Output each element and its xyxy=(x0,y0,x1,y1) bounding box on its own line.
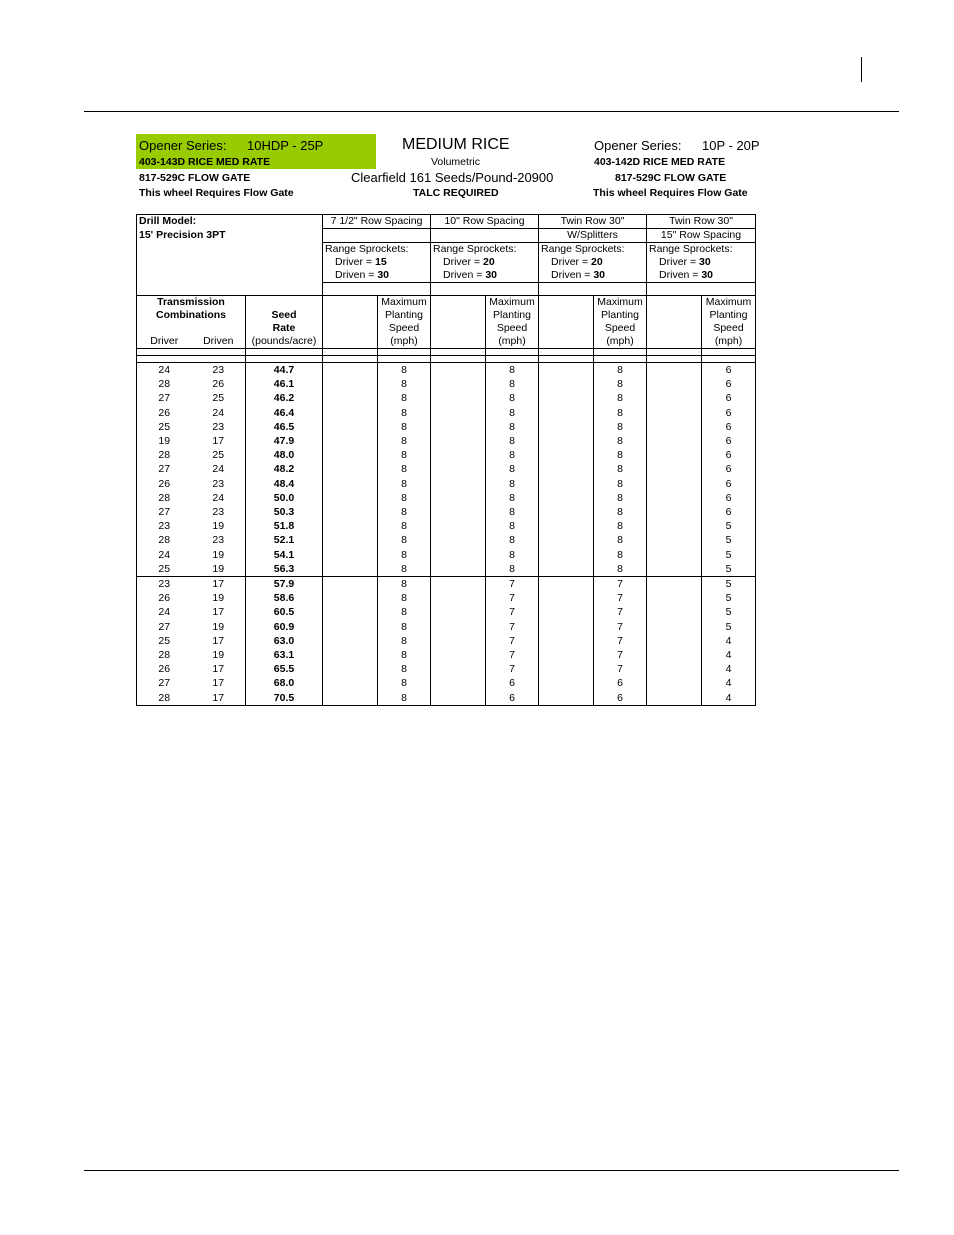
cell-driven: 17 xyxy=(192,691,246,706)
chart-title: MEDIUM RICE xyxy=(402,136,510,153)
cell-driver: 23 xyxy=(137,519,192,533)
cell-rate: 48.2 xyxy=(246,462,323,476)
cell-s1: 8 xyxy=(378,548,431,562)
cell-driven: 17 xyxy=(212,578,225,591)
cell-rate: 65.5 xyxy=(246,662,323,676)
left-opener-value: 10HDP - 25P xyxy=(247,138,324,153)
left-note: This wheel Requires Flow Gate xyxy=(139,187,294,199)
cell-rate: 52.1 xyxy=(246,533,323,547)
cell-s3: 8 xyxy=(594,420,647,434)
cell-s3: 6 xyxy=(594,676,647,690)
cell-s1: 8 xyxy=(378,477,431,491)
cell-driven: 25 xyxy=(212,449,225,462)
cell-driver: 28 xyxy=(137,448,192,462)
cell-driver: 25 xyxy=(137,634,192,648)
cell-s2: 8 xyxy=(486,448,539,462)
cell-s1: 8 xyxy=(378,420,431,434)
cell-driven: 23 xyxy=(212,506,225,519)
spacing-4-subheader: 15" Row Spacing xyxy=(647,229,756,243)
cell-driven: 24 xyxy=(212,491,225,504)
range-label-3: Range Sprockets: xyxy=(539,243,647,257)
cell-s4: 6 xyxy=(702,406,756,420)
cell-driven: 24 xyxy=(212,463,225,476)
driver-sprocket-2: Driver = 20 xyxy=(431,256,539,269)
cell-s3: 8 xyxy=(594,562,647,577)
cell-rate: 57.9 xyxy=(246,577,323,592)
cell-s3: 8 xyxy=(594,462,647,476)
cell-s2: 7 xyxy=(486,620,539,634)
cell-s3: 8 xyxy=(594,377,647,391)
cell-driven: 17 xyxy=(212,677,225,690)
cell-s1: 8 xyxy=(378,519,431,533)
cell-driven: 26 xyxy=(212,378,225,391)
spacing-4-header: Twin Row 30" xyxy=(647,215,756,229)
cell-driver: 27 xyxy=(137,505,192,519)
cell-s4: 6 xyxy=(702,363,756,378)
cell-rate: 54.1 xyxy=(246,548,323,562)
max-header-1: Maximum xyxy=(378,296,431,310)
driver-sprocket-3: Driver = 20 xyxy=(539,256,647,269)
seed-header: Seed xyxy=(246,309,323,322)
cell-s1: 8 xyxy=(378,363,431,378)
cell-s3: 7 xyxy=(594,605,647,619)
cell-s2: 8 xyxy=(486,477,539,491)
table-row xyxy=(137,406,756,420)
cell-s1: 8 xyxy=(378,605,431,619)
cell-driven: 17 xyxy=(212,435,225,448)
table-row xyxy=(137,491,756,505)
cell-s1: 8 xyxy=(378,406,431,420)
max-header-3: Maximum xyxy=(594,296,647,310)
cell-s2: 8 xyxy=(486,420,539,434)
table-row xyxy=(137,448,756,462)
table-row xyxy=(137,434,756,448)
cell-driver: 28 xyxy=(137,533,192,547)
cell-driver: 27 xyxy=(137,462,192,476)
cell-driven: 23 xyxy=(212,534,225,547)
cell-s4: 6 xyxy=(702,391,756,405)
cell-s1: 8 xyxy=(378,648,431,662)
table-row xyxy=(137,477,756,491)
range-label-1: Range Sprockets: xyxy=(323,243,431,257)
driven-sprocket-3: Driven = 30 xyxy=(539,269,647,283)
cell-s2: 8 xyxy=(486,406,539,420)
seed-rate-table: Drill Model: 7 1/2" Row Spacing 10" Row Spacing Twin Row 30" Twin Row 30" 15' Precision 3PT W/Splitters 15" Row Spacing Range Sprockets: Range Sprockets: Range Sprockets: Range Sprockets: Driver = 15 Driver = 20 Driver = 20 Driver = 30 Driven = 30 Driven = 30 Driven = 30 Driven = 30 Transmission Maximum Maximum Maximum Maximum Combinations Seed Planting Planting Planting Planting Rate Speed Speed Speed Speed Driver Driven (pounds/acre) (mph) (mph) (mph) (mph) 24 23 44.7 8 8 8 6 28 26 46.1 8 8 8 6 27 25 46.2 8 8 8 6 26 24 46.4 8 8 8 6 25 23 46.5 8 8 8 6 19 17 47.9 8 8 8 6 28 25 48.0 8 8 8 6 27 24 48.2 8 8 8 6 26 23 48.4 8 8 8 6 28 24 50.0 8 8 8 6 27 23 50.3 8 8 8 6 23 19 51.8 8 8 8 5 28 23 52.1 8 8 8 5 24 19 54.1 8 8 8 5 25 19 56.3 8 8 8 5 23 17 57.9 8 7 7 5 26 19 58.6 8 7 7 5 24 17 60.5 8 7 7 5 27 19 60.9 8 7 7 5 25 17 63.0 8 7 7 4 28 19 63.1 8 7 7 4 26 17 65.5 8 7 7 4 27 17 68.0 8 6 6 4 28 17 70.5 8 6 6 4 xyxy=(136,214,756,706)
cell-s4: 6 xyxy=(702,505,756,519)
table-row xyxy=(137,462,756,476)
cell-s2: 8 xyxy=(486,562,539,577)
left-opener-label: Opener Series: xyxy=(139,138,227,153)
table-row xyxy=(137,562,756,577)
cell-s4: 6 xyxy=(702,491,756,505)
cell-rate: 44.7 xyxy=(246,363,323,378)
cell-s2: 8 xyxy=(486,491,539,505)
cell-s3: 8 xyxy=(594,548,647,562)
spacing-3-subheader: W/Splitters xyxy=(539,229,647,243)
cell-s3: 7 xyxy=(594,648,647,662)
cell-driven: 19 xyxy=(212,620,225,633)
cell-driver: 28 xyxy=(137,377,192,391)
cell-s1: 8 xyxy=(378,462,431,476)
cell-rate: 46.4 xyxy=(246,406,323,420)
cell-driver: 19 xyxy=(137,434,192,448)
cell-driver: 27 xyxy=(137,676,192,690)
cell-rate: 46.2 xyxy=(246,391,323,405)
cell-s2: 8 xyxy=(486,533,539,547)
transmission-header: Transmission xyxy=(137,296,246,310)
cell-s4: 6 xyxy=(702,477,756,491)
data-rows xyxy=(137,363,756,706)
cell-driven: 19 xyxy=(212,548,225,561)
cell-s3: 8 xyxy=(594,363,647,378)
seed-variety: Clearfield 161 Seeds/Pound-20900 xyxy=(351,170,554,185)
cell-driven: 19 xyxy=(212,520,225,533)
cell-s3: 7 xyxy=(594,577,647,592)
cell-s2: 8 xyxy=(486,505,539,519)
cell-s1: 8 xyxy=(378,434,431,448)
cell-s2: 7 xyxy=(486,648,539,662)
table-row xyxy=(137,391,756,405)
bottom-rule xyxy=(84,1170,899,1171)
cell-s2: 8 xyxy=(486,391,539,405)
cell-driven: 23 xyxy=(212,420,225,433)
driven-sprocket-1: Driven = 30 xyxy=(323,269,431,283)
right-part-gate: 817-529C FLOW GATE xyxy=(615,172,727,184)
cell-s2: 7 xyxy=(486,591,539,605)
table-row xyxy=(137,420,756,434)
cell-s3: 8 xyxy=(594,533,647,547)
cell-rate: 50.0 xyxy=(246,491,323,505)
cell-driven: 17 xyxy=(212,663,225,676)
cell-s1: 8 xyxy=(378,676,431,690)
right-part-rate: 403-142D RICE MED RATE xyxy=(594,156,726,168)
cell-s3: 6 xyxy=(594,691,647,706)
combinations-header: Combinations xyxy=(137,309,246,322)
cell-s4: 5 xyxy=(702,577,756,592)
table-row xyxy=(137,676,756,690)
cell-s2: 7 xyxy=(486,605,539,619)
drill-model-value: 15' Precision 3PT xyxy=(137,229,323,243)
cell-rate: 58.6 xyxy=(246,591,323,605)
cell-s4: 6 xyxy=(702,377,756,391)
cell-s4: 5 xyxy=(702,533,756,547)
cell-s4: 6 xyxy=(702,420,756,434)
cell-s3: 8 xyxy=(594,391,647,405)
cell-s2: 7 xyxy=(486,662,539,676)
cell-s2: 8 xyxy=(486,548,539,562)
table-row xyxy=(137,648,756,662)
cell-s2: 8 xyxy=(486,363,539,378)
cell-driven: 19 xyxy=(192,562,246,577)
spacing-1-header: 7 1/2" Row Spacing xyxy=(323,215,431,229)
cell-s3: 8 xyxy=(594,519,647,533)
table-row xyxy=(137,533,756,547)
cell-s3: 8 xyxy=(594,406,647,420)
cell-driver: 27 xyxy=(137,620,192,634)
table-row xyxy=(137,691,756,706)
cell-rate: 48.4 xyxy=(246,477,323,491)
cell-driver: 24 xyxy=(137,548,192,562)
cell-driven: 24 xyxy=(212,406,225,419)
cell-s4: 5 xyxy=(702,620,756,634)
right-note: This wheel Requires Flow Gate xyxy=(593,187,748,199)
cell-driver: 26 xyxy=(137,591,192,605)
cell-s1: 8 xyxy=(378,533,431,547)
driven-sprocket-2: Driven = 30 xyxy=(431,269,539,283)
cell-s4: 5 xyxy=(702,591,756,605)
talc-note: TALC REQUIRED xyxy=(413,187,499,199)
range-label-4: Range Sprockets: xyxy=(647,243,756,257)
left-part-gate: 817-529C FLOW GATE xyxy=(139,172,251,184)
cell-s4: 4 xyxy=(702,648,756,662)
cell-driven: 17 xyxy=(212,606,225,619)
cell-s2: 8 xyxy=(486,377,539,391)
max-header-2: Maximum xyxy=(486,296,539,310)
cell-s3: 8 xyxy=(594,491,647,505)
right-opener-value: 10P - 20P xyxy=(702,138,760,153)
cell-s1: 8 xyxy=(378,377,431,391)
cell-s1: 8 xyxy=(378,505,431,519)
table-row xyxy=(137,620,756,634)
cell-driver: 25 xyxy=(137,562,192,577)
spacing-3-header: Twin Row 30" xyxy=(539,215,647,229)
cell-driven: 23 xyxy=(192,363,246,378)
cell-s2: 8 xyxy=(486,462,539,476)
driven-header: Driven xyxy=(203,335,234,347)
driver-sprocket-4: Driver = 30 xyxy=(647,256,756,269)
cell-s2: 8 xyxy=(486,519,539,533)
cell-s4: 4 xyxy=(702,662,756,676)
spacing-2-header: 10" Row Spacing xyxy=(431,215,539,229)
cell-s3: 7 xyxy=(594,620,647,634)
table-row xyxy=(137,634,756,648)
cell-s1: 8 xyxy=(378,634,431,648)
rate-header: Rate xyxy=(246,322,323,335)
cell-driven: 25 xyxy=(212,392,225,405)
cell-driver: 27 xyxy=(137,391,192,405)
cell-s2: 6 xyxy=(486,691,539,706)
table-row xyxy=(137,519,756,533)
cell-driven: 23 xyxy=(212,477,225,490)
cell-driver: 26 xyxy=(137,406,192,420)
table-row xyxy=(137,377,756,391)
cell-rate: 50.3 xyxy=(246,505,323,519)
cell-rate: 46.5 xyxy=(246,420,323,434)
cell-s4: 4 xyxy=(702,691,756,706)
cell-rate: 47.9 xyxy=(246,434,323,448)
table-row xyxy=(137,548,756,562)
cell-s3: 8 xyxy=(594,477,647,491)
cell-s4: 5 xyxy=(702,519,756,533)
cell-driver: 28 xyxy=(137,648,192,662)
cell-driver: 28 xyxy=(137,491,192,505)
cell-driver: 26 xyxy=(137,477,192,491)
cell-rate: 51.8 xyxy=(246,519,323,533)
cell-rate: 63.1 xyxy=(246,648,323,662)
cell-rate: 63.0 xyxy=(246,634,323,648)
cell-s3: 7 xyxy=(594,634,647,648)
cell-s2: 6 xyxy=(486,676,539,690)
cell-s4: 6 xyxy=(702,462,756,476)
cell-s1: 8 xyxy=(378,391,431,405)
cell-s2: 8 xyxy=(486,434,539,448)
cell-rate: 60.9 xyxy=(246,620,323,634)
cell-rate: 68.0 xyxy=(246,676,323,690)
cell-rate: 46.1 xyxy=(246,377,323,391)
cell-s4: 6 xyxy=(702,448,756,462)
cell-rate: 60.5 xyxy=(246,605,323,619)
right-opener-label: Opener Series: xyxy=(594,138,682,153)
max-header-4: Maximum xyxy=(702,296,756,310)
table-row xyxy=(137,605,756,619)
cell-s4: 5 xyxy=(702,548,756,562)
cell-driver: 26 xyxy=(137,662,192,676)
cell-s2: 7 xyxy=(486,634,539,648)
cell-s1: 8 xyxy=(378,662,431,676)
cell-s3: 8 xyxy=(594,434,647,448)
driver-sprocket-1: Driver = 15 xyxy=(323,256,431,269)
cell-driver: 25 xyxy=(137,420,192,434)
cell-s3: 7 xyxy=(594,591,647,605)
table-row xyxy=(137,577,756,592)
cell-s4: 5 xyxy=(702,562,756,577)
cell-driver: 24 xyxy=(137,605,192,619)
header-tick xyxy=(861,57,862,82)
cell-s3: 7 xyxy=(594,662,647,676)
cell-s2: 7 xyxy=(486,577,539,592)
units-header: (pounds/acre) xyxy=(246,335,323,349)
table-row xyxy=(137,591,756,605)
cell-s1: 8 xyxy=(378,620,431,634)
range-label-2: Range Sprockets: xyxy=(431,243,539,257)
cell-s4: 6 xyxy=(702,434,756,448)
cell-s3: 8 xyxy=(594,448,647,462)
cell-s1: 8 xyxy=(378,691,431,706)
cell-s1: 8 xyxy=(378,448,431,462)
driven-sprocket-4: Driven = 30 xyxy=(647,269,756,283)
drill-model-label: Drill Model: xyxy=(137,215,323,229)
cell-s1: 8 xyxy=(378,591,431,605)
cell-s1: 8 xyxy=(378,491,431,505)
chart-subtitle: Volumetric xyxy=(431,156,481,168)
table-row xyxy=(137,662,756,676)
table-row xyxy=(137,505,756,519)
cell-s4: 4 xyxy=(702,676,756,690)
cell-rate: 70.5 xyxy=(246,691,323,706)
cell-driver: 24 xyxy=(137,363,192,378)
cell-s3: 8 xyxy=(594,505,647,519)
cell-driven: 19 xyxy=(212,649,225,662)
cell-s4: 4 xyxy=(702,634,756,648)
cell-driver: 23 xyxy=(137,577,192,592)
table-row xyxy=(137,363,756,378)
cell-rate: 56.3 xyxy=(246,562,323,577)
cell-driver: 28 xyxy=(137,691,192,706)
cell-rate: 48.0 xyxy=(246,448,323,462)
cell-s4: 5 xyxy=(702,605,756,619)
left-part-rate: 403-143D RICE MED RATE xyxy=(139,156,271,168)
cell-driven: 19 xyxy=(212,592,225,605)
top-rule xyxy=(84,111,899,112)
cell-s1: 8 xyxy=(378,577,431,592)
cell-s1: 8 xyxy=(378,562,431,577)
driver-header: Driver xyxy=(137,335,192,349)
cell-driven: 17 xyxy=(212,634,225,647)
